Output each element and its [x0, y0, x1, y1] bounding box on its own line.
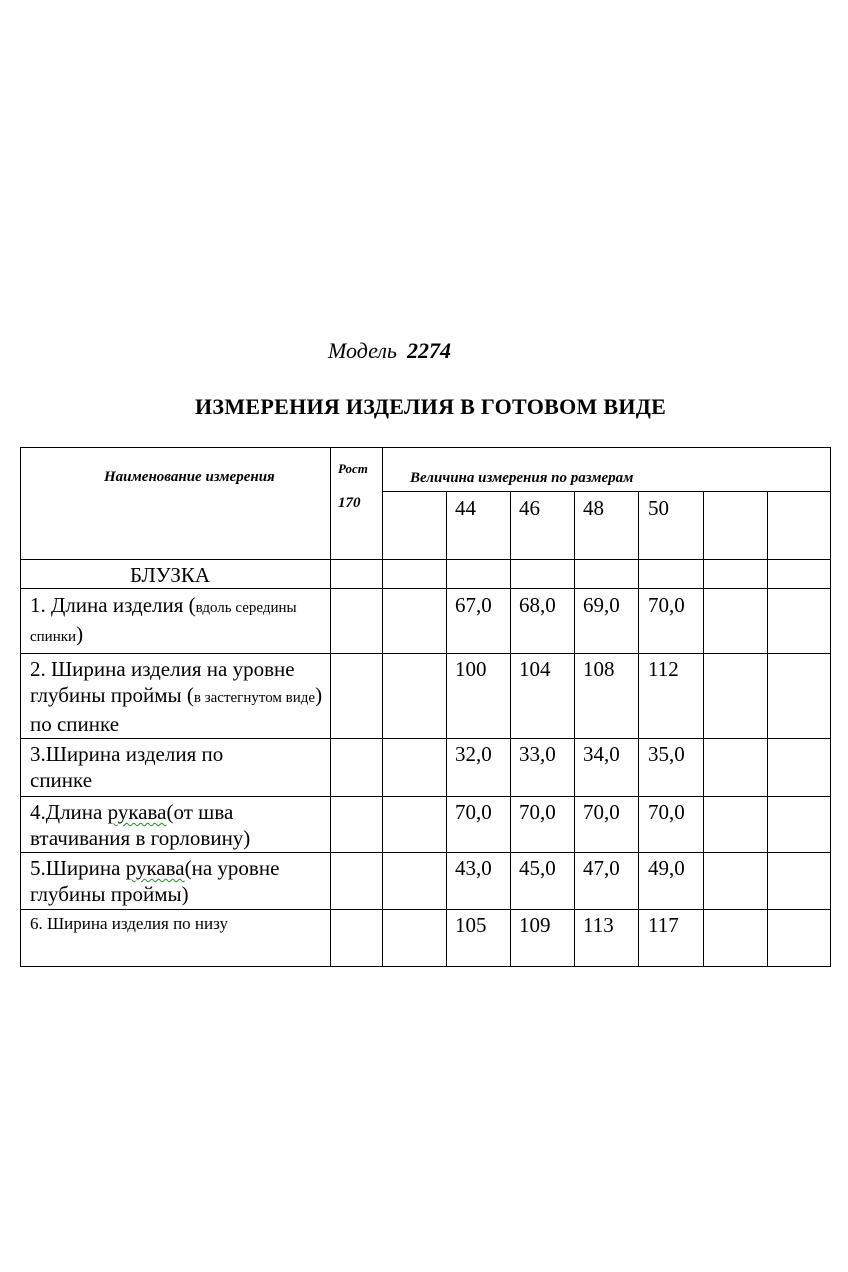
value-cell: 67,0 [455, 593, 492, 617]
row-main: (от шва втачивания в горловину) [30, 800, 251, 850]
value-cell: 109 [519, 913, 551, 937]
table-row-label: 3.Ширина изделия по спинке [30, 742, 224, 792]
model-number: 2274 [406, 338, 451, 363]
row-main: 1. Длина изделия ( [30, 593, 196, 617]
row-main: рукава [107, 800, 167, 824]
col-divider [703, 491, 704, 967]
table-row-label: 6. Ширина изделия по низу [30, 914, 228, 933]
value-cell: 112 [648, 657, 679, 681]
table-row-label [30, 799, 326, 851]
table-border-top [20, 447, 831, 448]
row-divider [20, 559, 831, 560]
value-cell: 105 [455, 913, 487, 937]
col-divider [574, 491, 575, 967]
table-border-right [830, 447, 831, 967]
value-cell: 117 [648, 913, 679, 937]
size-48: 48 [583, 496, 604, 520]
table-row-label [30, 855, 326, 907]
row-divider [20, 588, 831, 589]
value-cell: 33,0 [519, 742, 556, 766]
row-divider [20, 796, 831, 797]
row-main: рукава [125, 856, 185, 880]
sizes-header: Величина измерения по размерам [410, 470, 634, 486]
value-cell: 70,0 [519, 800, 556, 824]
size-46: 46 [519, 496, 540, 520]
table-border-left [20, 447, 21, 967]
col-divider [510, 491, 511, 967]
value-cell: 104 [519, 657, 551, 681]
value-cell: 35,0 [648, 742, 685, 766]
value-cell: 108 [583, 657, 615, 681]
value-cell: 32,0 [455, 742, 492, 766]
header-divider [382, 491, 831, 492]
value-cell: 49,0 [648, 856, 685, 880]
value-cell: 47,0 [583, 856, 620, 880]
value-cell: 70,0 [648, 800, 685, 824]
page-title: ИЗМЕРЕНИЯ ИЗДЕЛИЯ В ГОТОВОМ ВИДЕ [195, 394, 667, 419]
height-label: Рост [338, 461, 368, 476]
col-divider [638, 491, 639, 967]
col-divider [330, 447, 331, 967]
row-tail: ) [76, 622, 84, 646]
row-note: вдоль середины спинки [30, 600, 297, 645]
value-cell: 113 [583, 913, 614, 937]
height-value: 170 [338, 495, 361, 511]
model-heading [328, 338, 451, 364]
value-cell: 34,0 [583, 742, 620, 766]
row-divider [20, 852, 831, 853]
model-label: Модель [328, 338, 397, 363]
row-main: 4.Длина [30, 800, 108, 824]
value-cell: 70,0 [648, 593, 685, 617]
table-border-bottom [20, 966, 831, 967]
row-divider [20, 653, 831, 654]
value-cell: 68,0 [519, 593, 556, 617]
row-note: в застегнутом виде [193, 690, 316, 706]
row-divider [20, 738, 831, 739]
col-divider [382, 447, 383, 967]
col-divider [767, 491, 768, 967]
size-44: 44 [455, 496, 476, 520]
section-label: БЛУЗКА [130, 563, 211, 587]
value-cell: 70,0 [455, 800, 492, 824]
col-divider [446, 491, 447, 967]
table-row-label [30, 656, 326, 737]
row-main: 2. Ширина изделия на уровне глубины проймы ( [30, 657, 295, 707]
value-cell: 43,0 [455, 856, 492, 880]
row-tail: ) по спинке [30, 683, 323, 736]
name-column-header: Наименование измерения [104, 469, 275, 485]
value-cell: 69,0 [583, 593, 620, 617]
value-cell: 100 [455, 657, 487, 681]
row-main: 5.Ширина [30, 856, 126, 880]
table-row-label [30, 592, 326, 650]
value-cell: 70,0 [583, 800, 620, 824]
row-main: (на уровне глубины проймы) [30, 856, 280, 906]
row-divider [20, 909, 831, 910]
size-50: 50 [648, 496, 669, 520]
value-cell: 45,0 [519, 856, 556, 880]
